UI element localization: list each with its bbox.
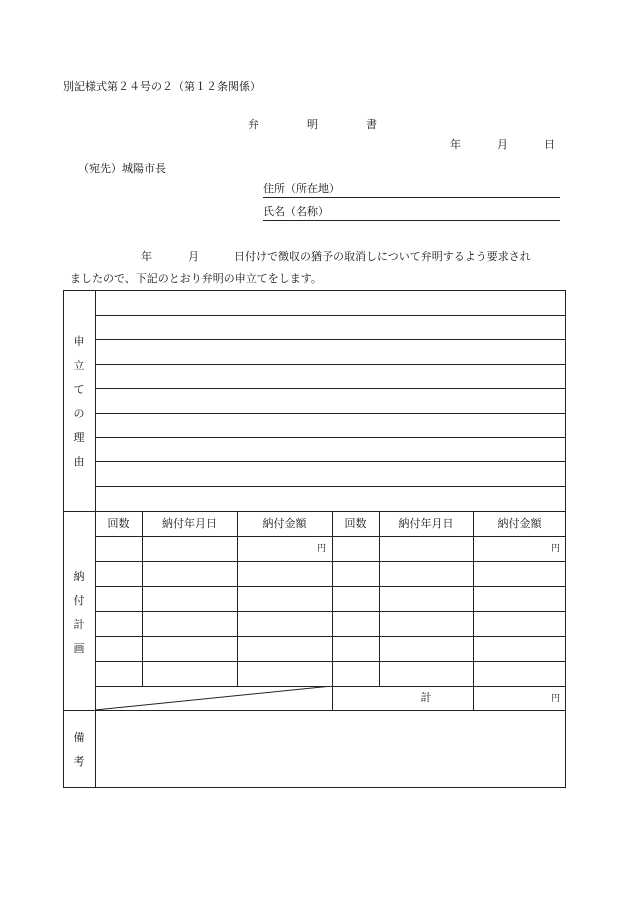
plan-header-count-1: 回数 [107,517,130,530]
title-char-3: 書 [366,118,377,131]
body-text-line-2: ましたので、下記のとおり弁明の申立てをします。 [70,272,322,285]
plan-row-line [95,561,566,562]
plan-row-line [95,636,566,637]
plan-row-line [95,586,566,587]
reason-row-line [95,339,566,340]
plan-char: 画 [73,642,85,655]
address-label: 住所（所在地） [263,182,340,195]
plan-char: 納 [73,570,85,583]
remarks-char: 備 [73,731,85,744]
reason-row-line [95,437,566,438]
plan-col-line [332,511,333,710]
plan-row-line [95,536,566,537]
section-divider [64,511,566,512]
reason-section-label [64,330,94,474]
plan-char: 計 [73,618,85,631]
reason-row-line [95,461,566,462]
form-reference: 別記様式第２４号の２（第１２条関係） [63,80,261,93]
name-field[interactable] [263,205,560,221]
plan-header-date-1: 納付年月日 [162,517,217,530]
plan-header-amount-2: 納付金額 [497,517,542,530]
plan-section-label [64,565,94,661]
plan-col-line [379,511,380,686]
remarks-section-label [64,726,94,774]
document-title [248,118,388,132]
plan-col-line [142,511,143,686]
reason-char: て [73,383,85,396]
plan-header-date-2: 納付年月日 [398,517,454,530]
body-month-label: 月 [188,250,199,263]
reason-row-line [95,486,566,487]
date-year-label: 年 [450,138,461,151]
reason-char: の [73,407,85,420]
remarks-char: 考 [73,755,85,768]
reason-char: 由 [73,455,85,468]
title-char-1: 弁 [248,118,259,131]
reason-row-line [95,315,566,316]
application-table [63,290,566,788]
body-text-line-1: 日付けで徴収の猶予の取消しについて弁明するよう要求され [234,250,531,263]
plan-header-count-2: 回数 [344,517,367,530]
plan-row-line [95,661,566,662]
date-day-label: 日 [544,138,555,151]
reason-char: 理 [73,431,85,444]
plan-char: 付 [73,594,85,607]
plan-header-amount-1: 納付金額 [262,517,307,530]
yen-unit-2: 円 [551,544,561,554]
reason-row-line [95,388,566,389]
total-label: 計 [420,691,432,704]
address-field[interactable] [263,182,560,198]
yen-unit-1: 円 [317,544,327,554]
plan-col-line [473,511,474,710]
total-row-diagonal [95,686,333,711]
name-label: 氏名（名称） [263,205,329,218]
reason-char: 立 [73,359,85,372]
addressee: （宛先）城陽市長 [78,162,166,175]
reason-row-line [95,364,566,365]
label-column-divider [95,291,96,788]
title-char-2: 明 [307,118,318,131]
plan-col-line [237,511,238,686]
plan-row-line [95,611,566,612]
reason-row-line [95,413,566,414]
total-yen-unit: 円 [551,694,561,704]
date-month-label: 月 [497,138,508,151]
body-year-label: 年 [141,250,152,263]
reason-char: 申 [73,335,85,348]
